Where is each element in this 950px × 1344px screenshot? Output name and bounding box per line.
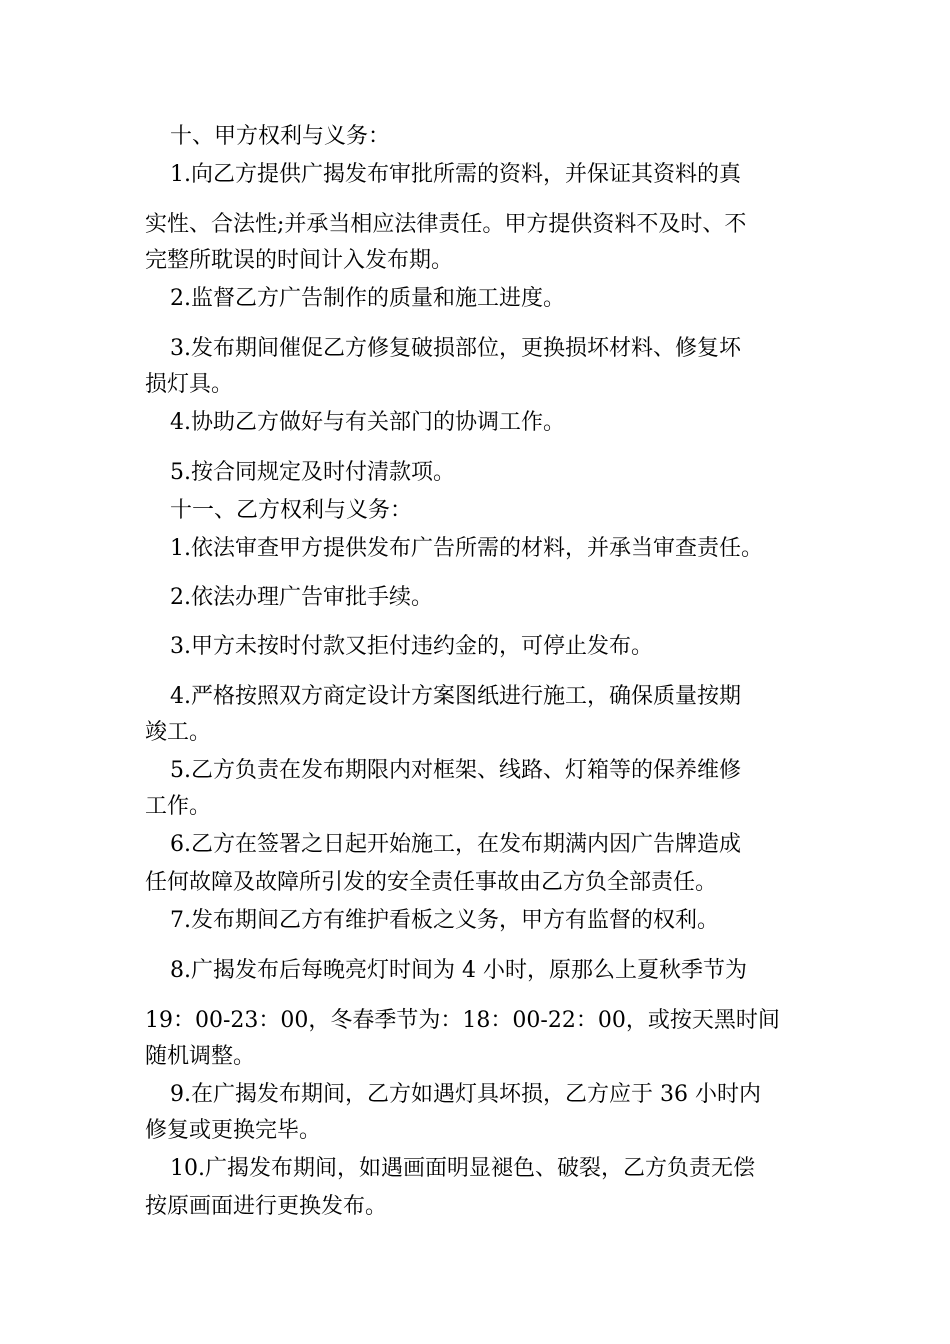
text-line: 1.依法审查甲方提供发布广告所需的材料，并承当审查责任。: [170, 536, 763, 561]
text-line: 工作。: [145, 794, 212, 819]
text-line: 4.协助乙方做好与有关部门的协调工作。: [170, 410, 565, 435]
text-line: 10.广揭发布期间，如遇画面明显褪色、破裂，乙方负责无偿: [170, 1156, 755, 1181]
text-line: 完整所耽误的时间计入发布期。: [145, 248, 454, 273]
text-line: 3.发布期间催促乙方修复破损部位，更换损坏材料、修复坏: [170, 336, 741, 361]
text-line: 8.广揭发布后每晚亮灯时间为 4 小时，原那么上夏秋季节为: [170, 958, 747, 983]
section-heading: 十、甲方权利与义务：: [170, 124, 391, 149]
section-heading: 十一、乙方权利与义务：: [170, 498, 413, 523]
text-line: 2.依法办理广告审批手续。: [170, 585, 433, 610]
text-line: 3.甲方未按时付款又拒付违约金的，可停止发布。: [170, 634, 653, 659]
text-line: 6.乙方在签署之日起开始施工，在发布期满内因广告牌造成: [170, 832, 741, 857]
text-line: 1.向乙方提供广揭发布审批所需的资料，并保证其资料的真: [170, 162, 741, 187]
text-line: 损灯具。: [145, 372, 234, 397]
text-line: 随机调整。: [145, 1044, 256, 1069]
text-line: 竣工。: [145, 720, 212, 745]
text-line: 任何故障及故障所引发的安全责任事故由乙方负全部责任。: [145, 870, 718, 895]
text-line: 5.乙方负责在发布期限内对框架、线路、灯箱等的保养维修: [170, 758, 741, 783]
text-line: 9.在广揭发布期间，乙方如遇灯具坏损，乙方应于 36 小时内: [170, 1082, 761, 1107]
text-line: 按原画面进行更换发布。: [145, 1194, 388, 1219]
text-line: 19：00-23：00，冬春季节为：18：00-22：00，或按天黑时间: [145, 1008, 780, 1033]
text-line: 7.发布期间乙方有维护看板之义务，甲方有监督的权利。: [170, 908, 719, 933]
text-line: 2.监督乙方广告制作的质量和施工进度。: [170, 286, 565, 311]
text-line: 4.严格按照双方商定设计方案图纸进行施工，确保质量按期: [170, 684, 741, 709]
text-line: 实性、合法性;并承当相应法律责任。甲方提供资料不及时、不: [145, 212, 747, 237]
text-line: 修复或更换完毕。: [145, 1118, 322, 1143]
text-line: 5.按合同规定及时付清款项。: [170, 460, 455, 485]
